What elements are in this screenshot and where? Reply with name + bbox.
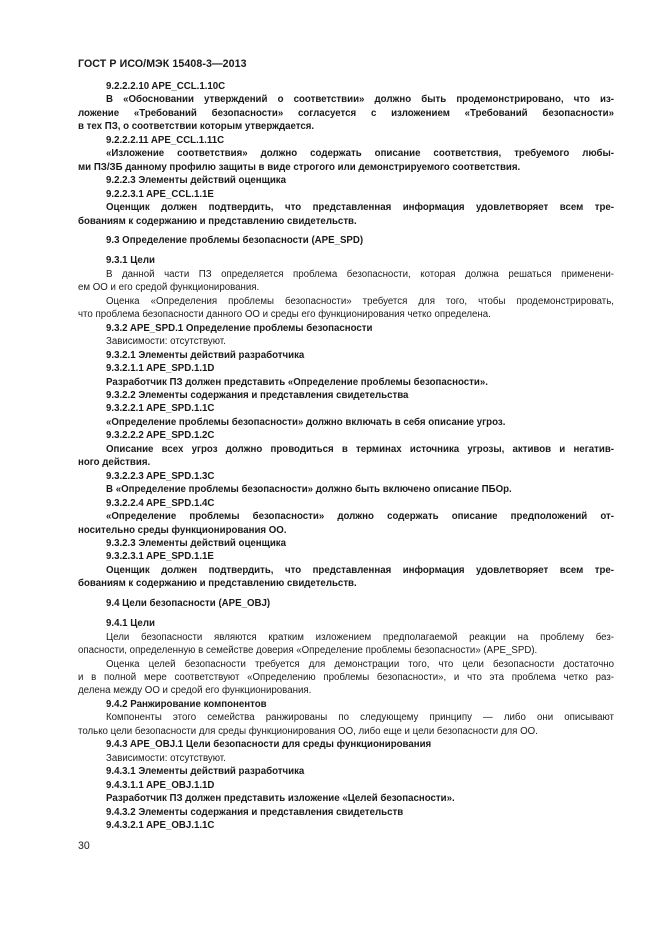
text-line: только цели безопасности для среды функционирования ОО, либо еще и цели безопасности для ОО. xyxy=(78,725,538,737)
page-header: ГОСТ Р ИСО/МЭК 15408-3—2013 xyxy=(78,58,247,70)
text-line: В данной части ПЗ определяется проблема безопасности, которая должна решаться применени- xyxy=(106,268,614,280)
text-line: 9.3.2.2.1 APE_SPD.1.1C xyxy=(106,403,215,415)
page-content xyxy=(78,80,614,832)
text-line: Цели безопасности являются кратким изложением предполагаемой реакции на проблему без- xyxy=(106,631,614,643)
text-line: Оценщик должен подтвердить, что представленная информация удовлетворяет всем тре- xyxy=(106,564,614,576)
text-line: Оценка целей безопасности требуется для демонстрации того, что цели безопасности достаточно xyxy=(106,658,614,670)
text-line: Разработчик ПЗ должен представить «Определение проблемы безопасности». xyxy=(106,376,488,388)
text-line: носительно среды функционирования ОО. xyxy=(78,524,287,536)
text-line: Зависимости: отсутствуют. xyxy=(106,752,226,764)
text-line: ложение «Требований безопасности» согласуется с изложением «Требований безопасности» xyxy=(78,107,614,119)
text-line: 9.3.2.1 Элементы действий разработчика xyxy=(106,349,305,361)
text-line: 9.4.3 APE_OBJ.1 Цели безопасности для среды функционирования xyxy=(106,739,432,751)
text-line: 9.3.2.1.1 APE_SPD.1.1D xyxy=(106,363,215,375)
text-line: делена между ОО и средой его функционирования. xyxy=(78,685,312,697)
page-number: 30 xyxy=(78,840,90,852)
text-line: 9.4 Цели безопасности (APE_OBJ) xyxy=(106,598,271,610)
text-line: и в полной мере соответствуют «Определению проблемы безопасности», и что эта проблема четко раз- xyxy=(78,672,614,684)
text-line: опасности, определенную в семействе доверия «Определение проблемы безопасности» (APE_SPD). xyxy=(78,645,538,657)
text-line: 9.3.2.3 Элементы действий оценщика xyxy=(106,537,287,549)
text-line: Оценка «Определения проблемы безопасности» требуется для того, чтобы продемонстрировать, xyxy=(106,295,614,307)
text-line: 9.3 Определение проблемы безопасности (APE_SPD) xyxy=(106,235,364,247)
text-line: 9.3.2.2.3 APE_SPD.1.3C xyxy=(106,470,215,482)
text-line: В «Определение проблемы безопасности» должно быть включено описание ПБОр. xyxy=(106,484,512,496)
text-line: 9.2.2.3.1 APE_CCL.1.1E xyxy=(106,188,214,200)
text-line: 9.3.2.2.4 APE_SPD.1.4C xyxy=(106,497,215,509)
text-line: 9.3.2 APE_SPD.1 Определение проблемы безопасности xyxy=(106,322,373,334)
text-line: ного действия. xyxy=(78,457,151,469)
text-line: 9.4.3.2 Элементы содержания и представления свидетельств xyxy=(106,806,404,818)
text-line: 9.2.2.3 Элементы действий оценщика xyxy=(106,175,287,187)
text-line: бованиям к содержанию и представлению свидетельств. xyxy=(78,578,357,590)
text-line: бованиям к содержанию и представлению свидетельств. xyxy=(78,215,357,227)
text-line: ем ОО и его средой функционирования. xyxy=(78,282,260,294)
text-line: «Изложение соответствия» должно содержать описание соответствия, требуемого любы- xyxy=(106,148,614,160)
text-line: В «Обосновании утверждений о соответствии» должно быть продемонстрировано, что из- xyxy=(106,94,614,106)
text-line: 9.4.3.1.1 APE_OBJ.1.1D xyxy=(106,779,215,791)
text-line: Оценщик должен подтвердить, что представленная информация удовлетворяет всем тре- xyxy=(106,202,614,214)
text-line: 9.3.2.3.1 APE_SPD.1.1E xyxy=(106,551,214,563)
text-line: Разработчик ПЗ должен представить изложение «Целей безопасности». xyxy=(106,793,455,805)
text-line: 9.3.2.2 Элементы содержания и представления свидетельства xyxy=(106,389,409,401)
text-line: 9.3.2.2.2 APE_SPD.1.2C xyxy=(106,430,215,442)
text-line: «Определение проблемы безопасности» должно содержать описание предположений от- xyxy=(106,511,614,523)
text-line: Зависимости: отсутствуют. xyxy=(106,336,226,348)
text-line: 9.4.2 Ранжирование компонентов xyxy=(106,698,267,710)
text-line: в тех ПЗ, о соответствии которым утверждается. xyxy=(78,121,315,133)
text-line: 9.2.2.2.10 APE_CCL.1.10C xyxy=(106,81,226,92)
text-line: 9.4.3.2.1 APE_OBJ.1.1C xyxy=(106,820,215,832)
text-line: 9.4.3.1 Элементы действий разработчика xyxy=(106,766,305,778)
text-line: Компоненты этого семейства ранжированы по следующему принципу — либо они описывают xyxy=(106,712,614,724)
text-line: 9.2.2.2.11 APE_CCL.1.11C xyxy=(106,134,225,146)
text-line: Описание всех угроз должно проводиться в терминах источника угрозы, активов и негатив- xyxy=(106,443,614,455)
text-line: 9.3.1 Цели xyxy=(106,255,155,267)
text-line: 9.4.1 Цели xyxy=(106,618,155,630)
text-line: ми ПЗ/ЗБ данному профилю защиты в виде строгого или демонстрируемого соответствия. xyxy=(78,161,521,173)
text-line: «Определение проблемы безопасности» должно включать в себя описание угроз. xyxy=(106,416,506,428)
text-line: что проблема безопасности данного ОО и среды его функционирования четко определена. xyxy=(78,309,491,321)
